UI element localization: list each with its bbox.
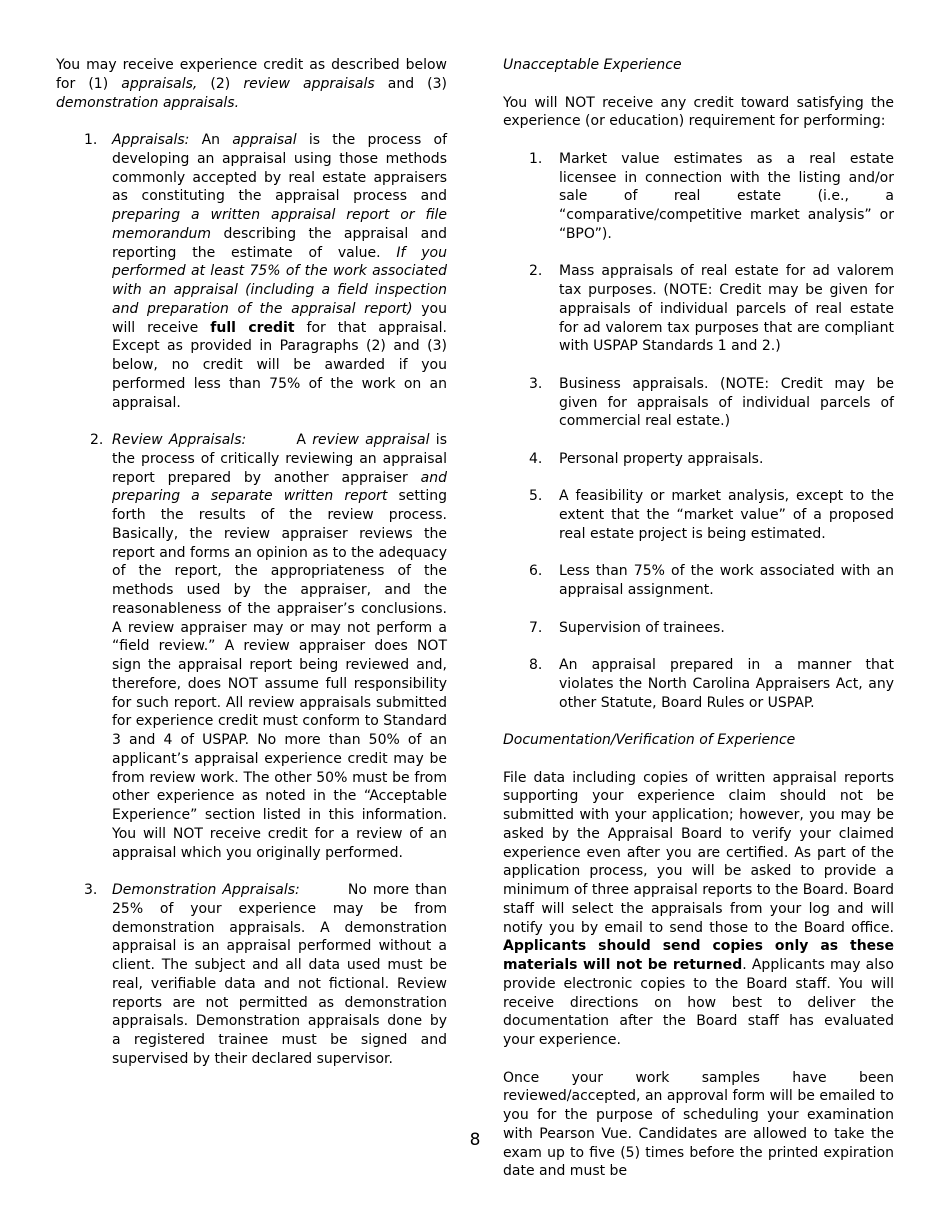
item-emphasis: If you performed at least 75% of the work associated with an appraisal (including a field inspection and preparation of the appraisal report) [112,244,447,317]
heading-text: Documentation/Verification of Experience [503,732,796,748]
list-item-text: Less than 75% of the work associated with an appraisal assignment. [559,563,894,598]
list-item-demonstration-appraisals [56,881,452,1069]
item-text: describing the appraisal and reporting the estimate of value. [112,225,447,261]
list-item [503,562,894,600]
list-number: 2. [90,432,104,448]
appraisals-paragraph [112,131,447,412]
documentation-heading [503,731,894,750]
left-column [56,56,452,1069]
doc-text: . Applicants may also provide electronic copies to the Board staff. You will receive directions on how best to deliver the documentation after the Board staff has evaluated your experience. [503,957,894,1048]
item-text: for that appraisal. Except as provided in Paragraphs (2) and (3) below, no credit will be awarded if you performed less than 75% of the work on an appraisal. [112,319,447,411]
intro-emphasis: appraisals, [121,75,198,92]
heading-text: Unacceptable Experience [503,57,682,73]
list-number: 7. [529,619,543,636]
item-text: No more than 25% of your experience may be from demonstration appraisals. A demonstration appraisal is an appraisal performed without a client. The subject and all data used must be real, verifiable data and not fictional. Review reports are not permitted as demonstration appraisals. Demonstration appraisals done by a registered trainee must be signed and supervised by their declared supervisor. [112,882,452,1067]
list-item [503,150,894,244]
intro-text: You may receive experience credit as described below for (1) [56,57,447,92]
list-number: 8. [529,657,543,673]
list-item-text: Supervision of trainees. [559,619,725,636]
item-emphasis: preparing a written appraisal report or file memorandum [112,207,447,242]
list-item-appraisals [56,131,447,412]
list-item-text: Market value estimates as a real estate licensee in connection with the listing and/or sale of real estate (i.e., a “comparative/competitive market analysis” or “BPO”). [559,150,894,242]
doc-text: File data including copies of written appraisal reports supporting your experience claim should not be submitted with your application; however, you may be asked by the Appraisal Board to verify your claimed experience even after you are certified. As part of the application process, you will be asked to provide a minimum of three appraisal reports to the Board. Board staff will select the appraisals from your log and will notify you by email to send those to the Board office. [503,769,894,936]
doc-bold: Applicants should send copies only as these materials will not be returned [503,938,894,973]
list-item-review-appraisals [56,431,447,862]
list-number: 3. [529,375,543,392]
list-item [503,487,894,543]
intro-emphasis: demonstration appraisals. [56,94,240,111]
intro-paragraph [56,56,447,112]
intro-text: (2) [197,75,244,92]
demonstration-appraisals-paragraph [112,881,452,1069]
item-emphasis: review appraisal [312,432,430,448]
list-item [503,619,894,638]
review-appraisals-paragraph [112,431,447,862]
unacceptable-experience-heading [503,56,894,75]
list-number: 1. [529,150,543,167]
intro-text: and (3) [374,75,448,92]
list-item [503,375,894,431]
list-item-text: An appraisal prepared in a manner that violates the North Carolina Appraisers Act, any other Statute, Board Rules or USPAP. [559,657,894,711]
list-item-text: A feasibility or market analysis, except to the extent that the “market value” of a proposed real estate project is being estimated. [559,488,894,542]
unacceptable-intro: You will NOT receive any credit toward satisfying the experience (or education) requirement for performing: [503,94,894,130]
list-item-text: Personal property appraisals. [559,450,764,467]
list-item [503,656,894,712]
work-samples-paragraph: Once your work samples have been reviewed/accepted, an approval form will be emailed to you for the purpose of scheduling your examination with Pearson Vue. Candidates are allowed to take the exam up to five (5) times before the printed expiration date and must be [503,1069,894,1180]
item-text: A [246,432,313,448]
item-emphasis: appraisal [232,132,297,148]
item-label: Appraisals: [112,132,190,148]
list-number: 3. [84,882,98,898]
item-text: setting forth the results of the review process. Basically, the review appraiser reviews the report and forms an opinion as to the adequacy of the report, the appropriateness of the methods used by the appraiser, and the reasonableness of the appraiser’s conclusions. A review appraiser may or may not perform a “field review.” A review appraiser does NOT sign the appraisal report being reviewed and, therefore, does NOT assume full responsibility for such report. All review appraisals submitted for experience credit must conform to Standard 3 and 4 of USPAP. No more than 50% of an applicant’s appraisal experience credit may be from review work. The other 50% must be from other experience as noted in the “Acceptable Experience” section listed in this information. You will NOT receive credit for a review of an appraisal which you originally performed. [112,488,447,861]
item-label: Demonstration Appraisals: [112,882,300,898]
documentation-paragraph [503,769,894,1050]
item-bold: full credit [210,319,295,336]
intro-emphasis: review appraisals [243,75,375,92]
page-number: 8 [469,1130,481,1150]
item-emphasis: and preparing a separate written report [112,469,447,505]
item-label: Review Appraisals: [112,432,247,448]
list-item [503,262,894,356]
list-item [503,450,894,469]
list-number: 6. [529,563,543,580]
item-text: is the process of developing an appraisal using those methods commonly accepted by real estate appraisers as constituting the appraisal process and [112,132,447,205]
list-number: 5. [529,488,543,505]
item-text: you will receive [112,300,447,336]
list-item-text: Business appraisals. (NOTE: Credit may be given for appraisals of individual parcels of commercial real estate.) [559,375,894,430]
right-column [503,56,894,1181]
list-number: 1. [84,132,98,148]
item-text: is the process of critically reviewing an appraisal report prepared by another appraiser [112,432,447,486]
item-text: An [189,132,233,148]
list-number: 4. [529,450,543,467]
list-item-text: Mass appraisals of real estate for ad valorem tax purposes. (NOTE: Credit may be given for appraisals of individual parcels of real estate for ad valorem tax purposes that are compliant with USPAP Standards 1 and 2.) [559,263,894,355]
list-number: 2. [529,263,543,280]
